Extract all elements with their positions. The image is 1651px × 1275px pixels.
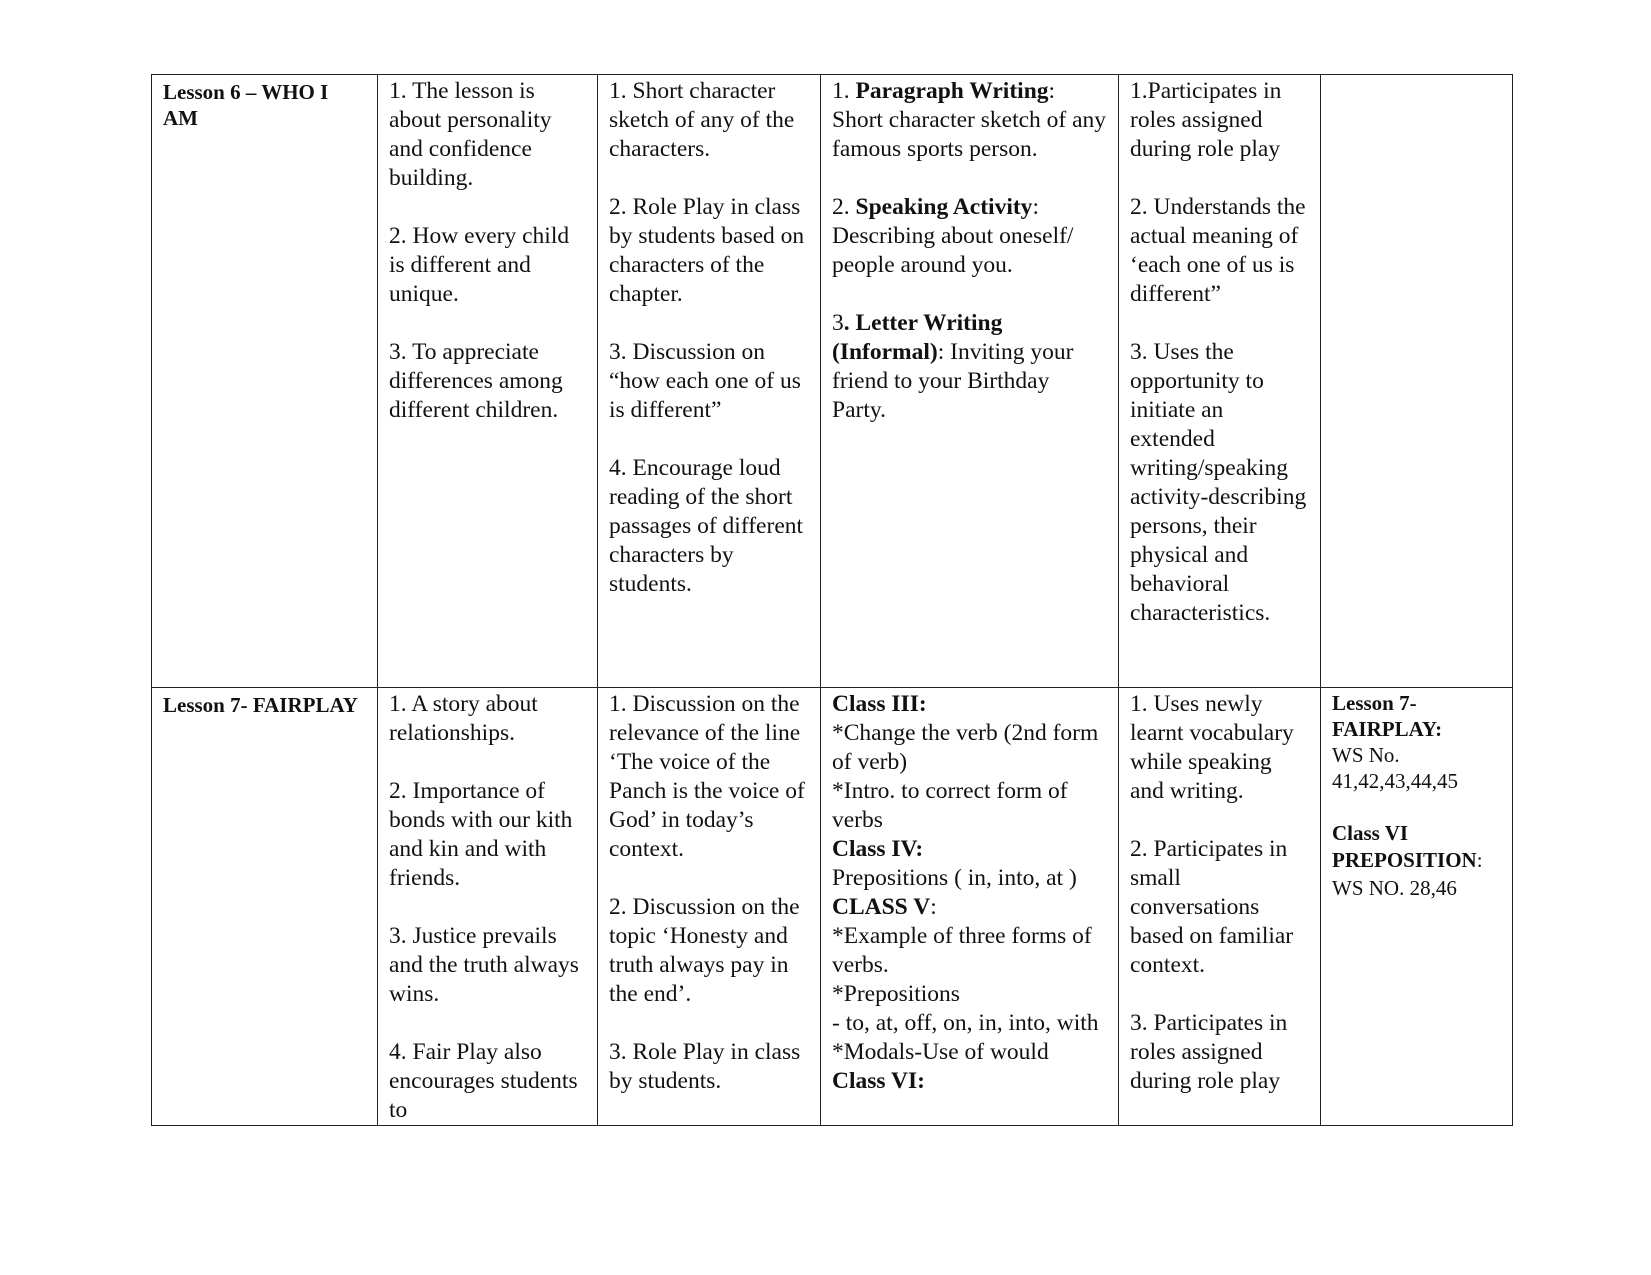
lesson-title-cell [152, 75, 378, 688]
grammar-line: Prepositions ( in, into, at ) [832, 865, 1077, 891]
grammar-line: *Intro. to correct form of verbs [832, 778, 1068, 833]
grammar-line: *Prepositions [832, 981, 960, 1007]
class-6-heading: Class VI: [832, 1068, 925, 1094]
outcome-item: 3. Uses the opportunity to initiate an extended writing/speaking activity-describing persons, their physical and behavioral characteristics. [1130, 339, 1307, 626]
activity-item: 4. Encourage loud reading of the short passages of different characters by students. [609, 455, 804, 597]
outcome-item: 2. Participates in small conversations based on familiar context. [1130, 836, 1294, 978]
objective-item: 2. Importance of bonds with our kith and kin and with friends. [389, 778, 573, 891]
worksheet-numbers: WS No. 41,42,43,44,45 [1332, 743, 1458, 793]
lesson-title: Lesson 6 – WHO I AM [163, 80, 329, 130]
class-4-heading: Class IV: [832, 836, 924, 862]
class-6-label: Class VI [1332, 821, 1409, 845]
preposition-label: PREPOSITION [1332, 848, 1477, 872]
grammar-line: - to, at, off, on, in, into, with [832, 1010, 1099, 1036]
outcome-item: 1.Participates in roles assigned during role play [1130, 78, 1282, 162]
colon: : [1476, 848, 1483, 872]
grammar-cell [821, 688, 1119, 1126]
outcomes-cell [1119, 75, 1321, 688]
activity-item: 2. Discussion on the topic ‘Honesty and truth always pay in the end’. [609, 894, 800, 1007]
worksheets-cell [1321, 688, 1513, 1126]
objectives-cell [378, 75, 598, 688]
lesson-title: Lesson 7- FAIRPLAY [163, 693, 358, 717]
item-number: 3 [832, 310, 844, 336]
class-5-heading [832, 893, 1108, 922]
item-heading: . Letter Writing (Informal) [832, 310, 1003, 365]
outcomes-cell [1119, 688, 1321, 1126]
item-text: : Describing about oneself/ people around you. [832, 194, 1074, 278]
objective-item: 3. To appreciate differences among different children. [389, 339, 563, 423]
writing-item [832, 77, 1108, 164]
table-row-lesson-7 [152, 688, 1513, 1126]
objectives-cell [378, 688, 598, 1126]
writing-item [832, 309, 1108, 425]
class-3-heading: Class III: [832, 691, 927, 717]
lesson-title-cell [152, 688, 378, 1126]
item-heading: Paragraph Writing [855, 78, 1049, 104]
outcome-item: 3. Participates in roles assigned during role play [1130, 1010, 1288, 1094]
grammar-line: *Change the verb (2nd form of verb) [832, 720, 1099, 775]
item-number: 2. [832, 194, 856, 220]
objective-item: 1. The lesson is about personality and confidence building. [389, 78, 552, 191]
activity-item: 2. Role Play in class by students based on characters of the chapter. [609, 194, 805, 307]
objective-item: 2. How every child is different and unique. [389, 223, 570, 307]
activity-item: 3. Discussion on “how each one of us is different” [609, 339, 801, 423]
grammar-line: *Modals-Use of would [832, 1039, 1049, 1065]
lesson-plan-table [151, 74, 1513, 1126]
class-5-label: CLASS V [832, 894, 931, 920]
item-number: 1. [832, 78, 856, 104]
outcome-item: 2. Understands the actual meaning of ‘each one of us is different” [1130, 194, 1306, 307]
outcome-item: 1. Uses newly learnt vocabulary while speaking and writing. [1130, 691, 1294, 804]
colon: : [930, 894, 937, 920]
worksheet-heading: Lesson 7- FAIRPLAY: [1332, 691, 1443, 741]
objective-item: 3. Justice prevails and the truth always wins. [389, 923, 579, 1007]
activities-cell [598, 688, 821, 1126]
objective-item: 1. A story about relationships. [389, 691, 538, 746]
grammar-line: *Example of three forms of verbs. [832, 923, 1092, 978]
writing-cell [821, 75, 1119, 688]
objective-item: 4. Fair Play also encourages students to [389, 1039, 578, 1123]
item-text: : Inviting your friend to your Birthday Party. [832, 339, 1074, 423]
activity-item: 3. Role Play in class by students. [609, 1039, 801, 1094]
writing-item [832, 193, 1108, 280]
activities-cell [598, 75, 821, 688]
item-text: : Short character sketch of any famous sports person. [832, 78, 1107, 162]
activity-item: 1. Short character sketch of any of the characters. [609, 78, 795, 162]
item-heading: Speaking Activity [855, 194, 1033, 220]
worksheets-cell [1321, 75, 1513, 688]
activity-item: 1. Discussion on the relevance of the line ‘The voice of the Panch is the voice of God’ in today’s context. [609, 691, 805, 862]
table-row-lesson-6 [152, 75, 1513, 688]
worksheet-numbers: WS NO. 28,46 [1332, 876, 1457, 900]
preposition-heading [1332, 846, 1502, 875]
